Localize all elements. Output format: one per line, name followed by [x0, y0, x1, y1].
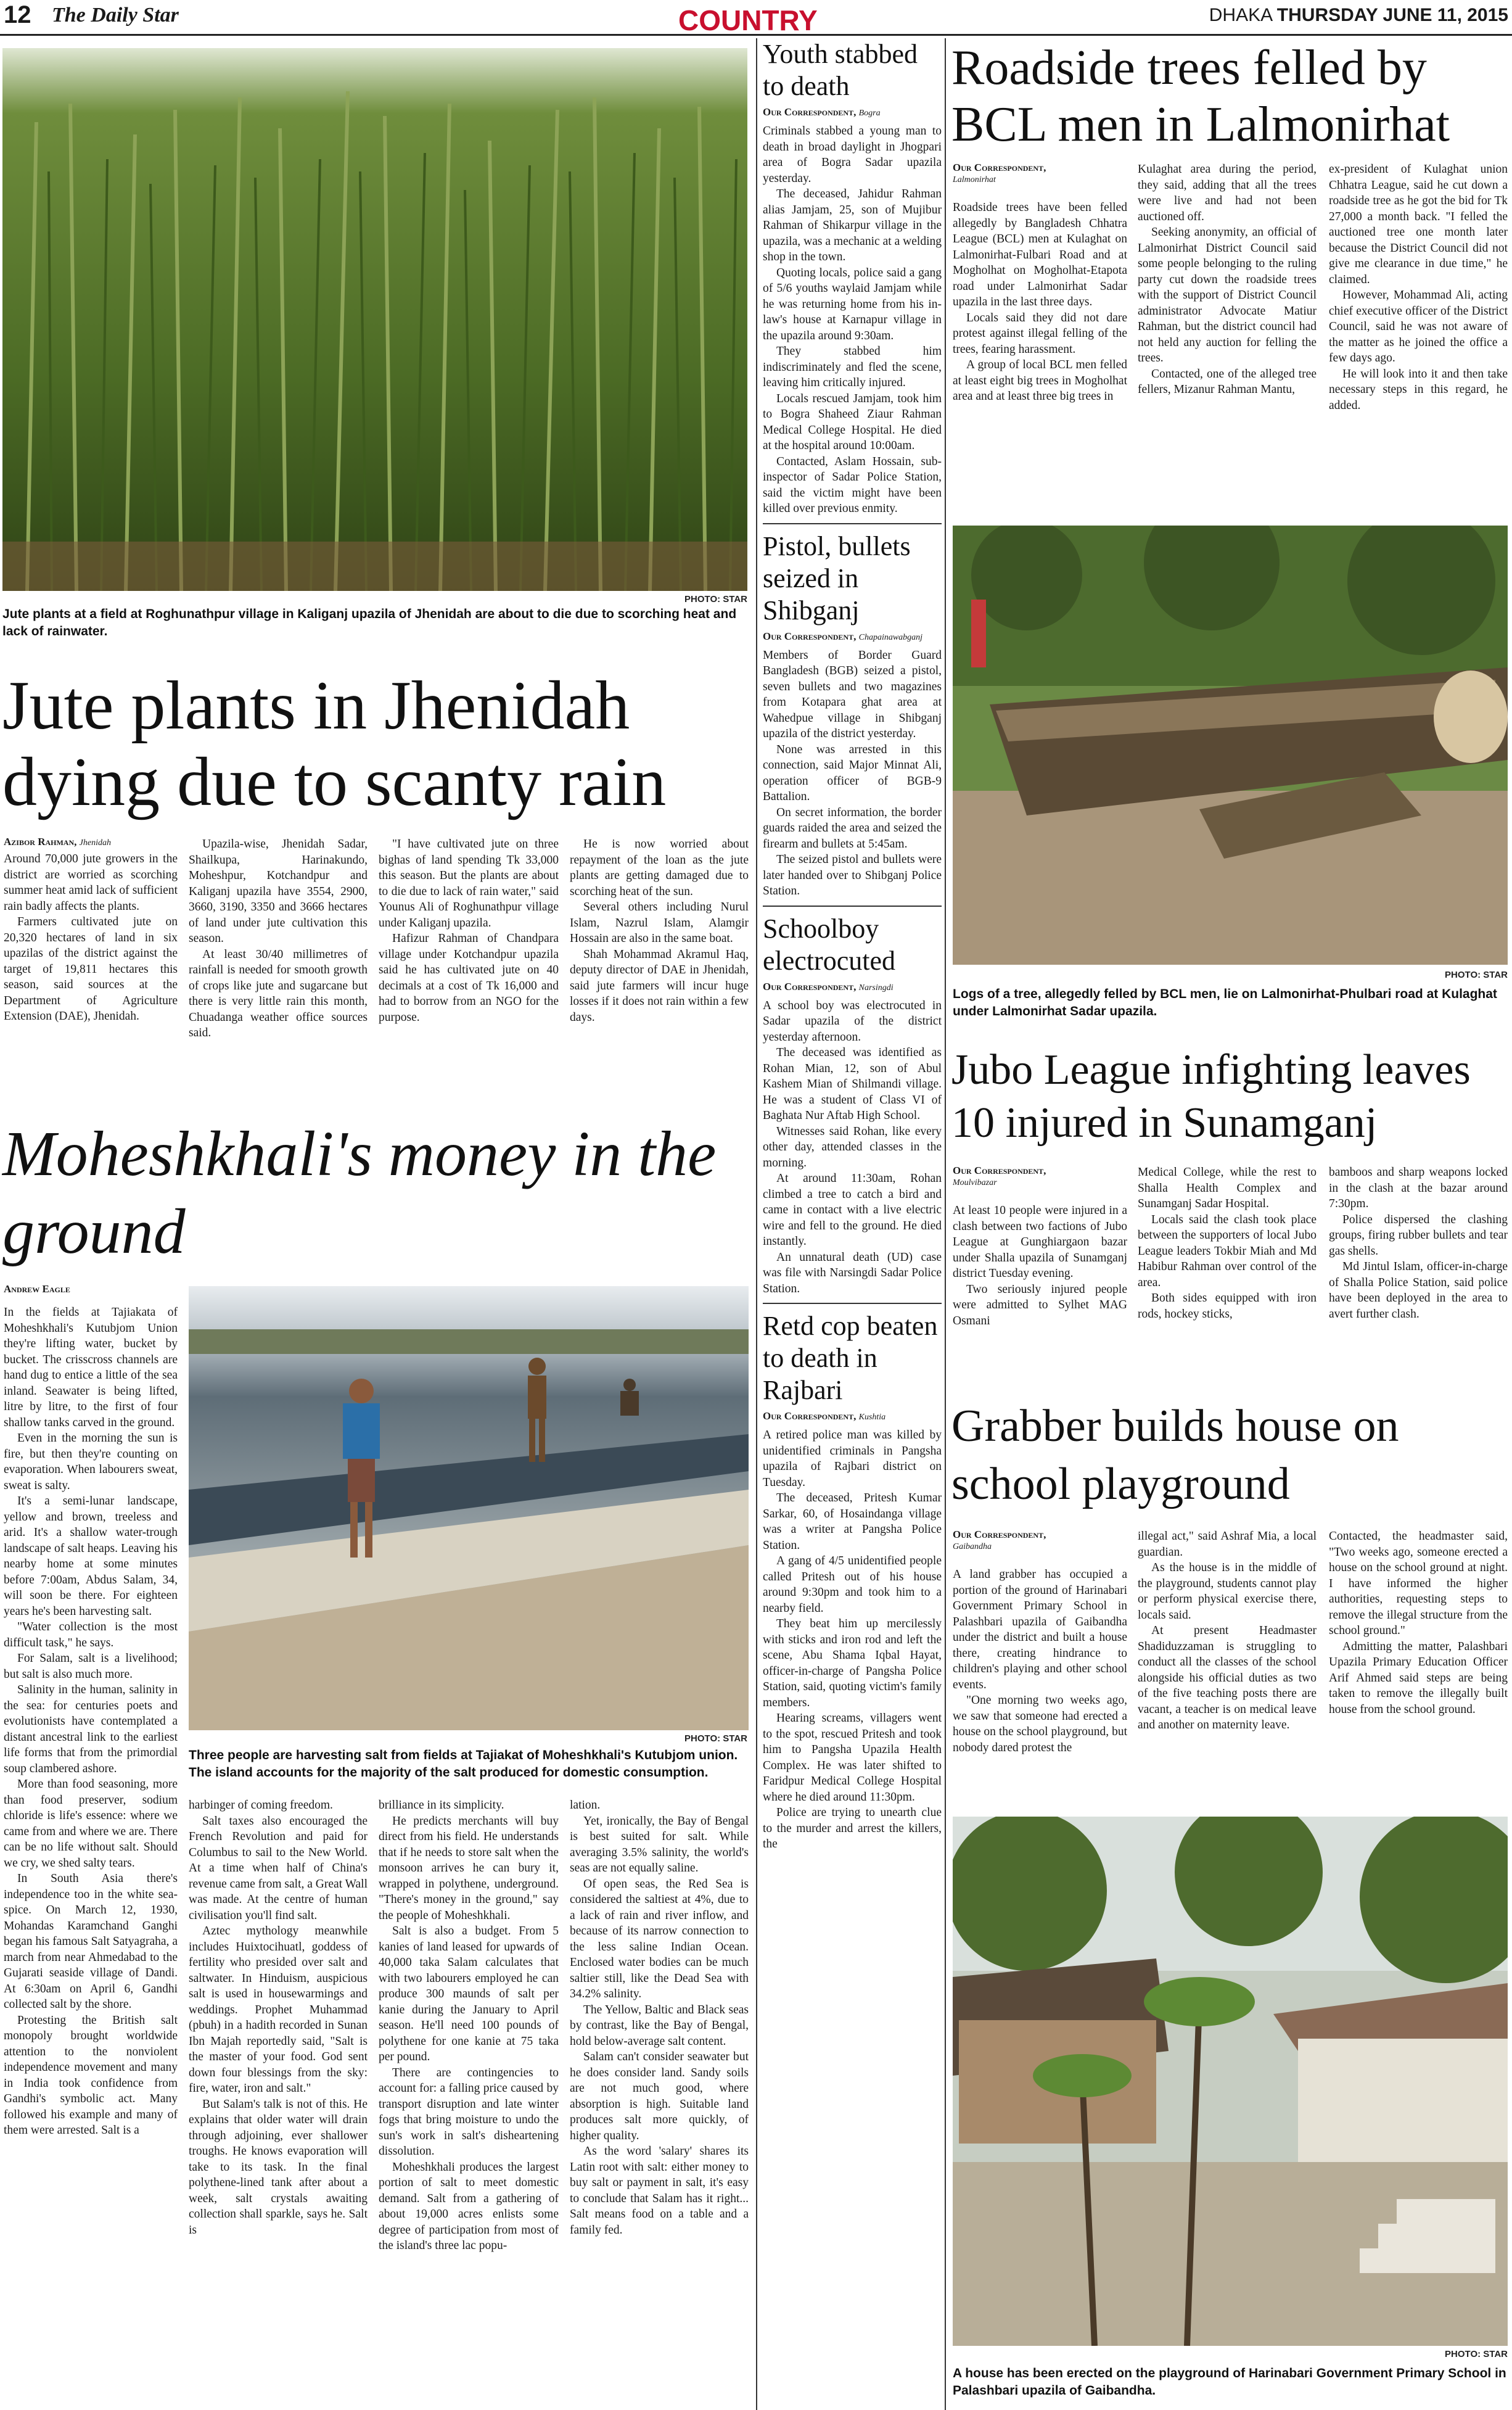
newspaper-logo: The Daily Star	[52, 4, 179, 27]
byline: Our Correspondent, Kushtia	[763, 1410, 886, 1422]
photo-credit: PHOTO: STAR	[684, 594, 747, 605]
column-rule	[945, 38, 946, 2410]
byline: Our Correspondent, Bogra	[763, 106, 881, 118]
photo-credit: PHOTO: STAR	[1445, 970, 1508, 980]
byline: Azibor Rahman, Jhenidah	[4, 836, 111, 848]
article-column: Roadside trees have been felled allegedly by Bangladesh Chhatra League (BCL) men at Kulaghat on Lalmonirhat-Fulbari Road and at Mogholhat on Mogholhat-Etapota road under Lalmonirhat Sadar upazila in the last three days. Locals said they did not dare protest against illegal felling of the trees, fearing harassment. A group of local BCL men felled at least eight big trees in Mogholhat area and at least three big trees in	[953, 201, 1127, 403]
photo-caption: Jute plants at a field at Roghunathpur village in Kaliganj upazila of Jhenidah are about to die due to scorching heat and lack of rainwater.	[2, 607, 737, 638]
felled-tree-photo	[953, 526, 1508, 965]
issue-date: DHAKA THURSDAY JUNE 11, 2015	[1209, 5, 1508, 25]
article-column: lation. Yet, ironically, the Bay of Bengal is best suited for salt. While averaging 3.5% salinity, the world's seas are not equally saline. Of open seas, the Red Sea is considered the saltiest at 4%, due to a lack of rain and river inflow, and because of its narrow connection to the less saline Indian Ocean. Enclosed water bodies can be much saltier still, like the Dead Sea with 34.2% salinity. The Yellow, Baltic and Black seas by contrast, like the Bay of Bengal, hold below-average salt content. Salam can't consider seawater but he does consider land. Sandy soils are not much good, where absorption is high. Suitable land produces salt more quickly, of higher quality. As the word 'salary' shares its Latin root with salt: either money to buy salt or payment in salt, it's easy to conclude that Salam has it right... Salt means food on a table and a family fed.	[570, 1799, 749, 2237]
photo-caption: Logs of a tree, allegedly felled by BCL men, lie on Lalmonirhat-Phulbari road at Kulaghat under Lalmonirhat Sadar upazila.	[953, 987, 1497, 1018]
article-column: Upazila-wise, Jhenidah Sadar, Shailkupa, Harinakundo, Moheshpur, Kotchandpur and Kaliganj upazila have 3554, 2900, 3660, 3190, 3350 and 3666 hectares of land under jute cultivation this season. At least 30/40 millimetres of rainfall is needed for smooth growth of crops like jute and sugarcane but there is very little rain this month, Chuadanga weather office sources said.	[189, 838, 368, 1039]
column-rule	[756, 38, 757, 2410]
briefs-column	[763, 38, 942, 2410]
headline: Jubo League infighting leaves 10 injured in Sunamganj	[951, 1046, 1471, 1147]
article-column: ex-president of Kulaghat union Chhatra League, said he cut down a roadside tree as he got the bid for Tk 27,000 a month back. "I felled the auctioned tree one month later because the District Council did not give me clearance in due time," he claimed. However, Mohammad Ali, acting chief executive officer of the District Council, said he was not aware of the matter as he joined the office a few days ago. He will look into it and then take necessary steps in this regard, he added.	[1329, 163, 1508, 412]
photo-caption: Three people are harvesting salt from fields at Tajiakat of Moheshkhali's Kutubjom union. The island accounts for the majority of the salt produced for domestic consumption.	[189, 1748, 738, 1780]
headline: Retd cop beaten to death in Rajbari	[763, 1311, 938, 1405]
page-number: 12	[4, 1, 31, 28]
photo-credit: PHOTO: STAR	[684, 1733, 747, 1744]
dateline: Moulvibazar	[953, 1178, 997, 1187]
article-column: At least 10 people were injured in a clash between two factions of Jubo League at Gunghiargaon bazar under Shalla upazila of Sunamganj district Tuesday evening. Two seriously injured people were admitted to Sylhet MAG Osmani	[953, 1204, 1127, 1327]
house-playground-photo	[953, 1817, 1508, 2346]
article-column: Kulaghat area during the period, they said, adding that all the trees were live and had not been auctioned off. Seeking anonymity, an official of Lalmonirhat District Council said some people belonging to the ruling party cut down the roadside trees with the support of District Council administrator Advocate Matiur Rahman, but the district council had not held any auction for felling the trees. Contacted, one of the alleged tree fellers, Mizanur Rahman Mantu,	[1138, 163, 1317, 396]
article-column: brilliance in its simplicity. He predicts merchants will buy direct from his field. He understands that if he needs to store salt when the monsoon arrives he can bury it, wrapped in polythene, underground. "There's money in the ground," say the people of Moheshkhali. Salt is also a budget. From 5 kanies of land leased for upwards of 40,000 taka Salam calculates that with two labourers employed he can produce 300 maunds of salt per kanie during the January to April season. He'll need 100 pounds of polythene for one kanie at 75 taka per pound. There are contingencies to account for: a falling price caused by transport disruption and late winter fogs that bring moisture to undo the sun's work in salt's disheartening dissolution. Moheshkhali produces the largest portion of salt to meet domestic demand. Salt from a gathering of about 19,000 acres enlists some degree of participation from most of the island's three lac popu-	[379, 1799, 559, 2252]
jute-field-photo	[2, 48, 747, 591]
article-column: illegal act," said Ashraf Mia, a local guardian. As the house is in the middle of the playground, students cannot play or perform physical exercise there, locals said. At present Headmaster Shadiduzzaman is struggling to conduct all the classes of the school alongside his official duties as two of the five teaching posts there are vacant, a teacher is on medical leave and another on maternity leave.	[1138, 1530, 1317, 1731]
article-body: A school boy was electrocuted in Sadar upazila of the district yesterday afternoon. The deceased was identified as Rohan Mian, 12, son of Abul Kashem Mian of Shilmandi village. He was a student of Class VI of Baghata Nur Aftab High School. Witnesses said Rohan, like every other day, attended classes in the morning. At around 11:30am, Rohan climbed a tree to catch a bird and came in contact with a live electric wire and fell to the ground. He died instantly. An unnatural death (UD) case was file with Narsingdi Sadar Police Station.	[763, 999, 942, 1295]
byline: Our Correspondent,	[953, 1529, 1046, 1540]
byline: Andrew Eagle	[4, 1283, 70, 1295]
byline: Our Correspondent,	[953, 1165, 1046, 1176]
article-column: A land grabber has occupied a portion of the ground of Harinabari Government Primary School in Palashbari upazila of Gaibandha under the district and built a house there, creating hindrance to children's playing and other school events. "One morning two weeks ago, we saw that someone had erected a house on the school playground, but nobody dared protest the	[953, 1568, 1127, 1754]
headline: Grabber builds house on school playground	[951, 1401, 1399, 1509]
headline: Youth stabbed to death	[763, 39, 918, 101]
article-body: Criminals stabbed a young man to death in broad daylight in Jhogpari area of Bogra Sadar upazila yesterday. The deceased, Jahidur Rahman alias Jamjam, 25, son of Mujibur Rahman of Shikarpur village in the upazila, was a mechanic at a welding shop in the town. Quoting locals, police said a gang of 5/6 youths waylaid Jamjam while he was returning home from his in-law's house at Karnapur village in the upazila around 9:30am. They stabbed him indiscriminately and fled the scene, leaving him critically injured. Locals rescued Jamjam, took him to Bogra Shaheed Ziaur Rahman Medical College Hospital. He died at the hospital around 10:00am. Contacted, Aslam Hossain, sub-inspector of Sadar Police Station, said the victim might have been killed over previous enmity.	[763, 125, 942, 515]
article-column: bamboos and sharp weapons locked in the clash at the bazar around 7:30pm. Police dispersed the clashing groups, firing rubber bullets and tear gas shells. Md Jintul Islam, officer-in-charge of Shalla Police Station, said police have been deployed in the area to avert further clash.	[1329, 1166, 1508, 1321]
article-column: Contacted, the headmaster said, "Two weeks ago, someone erected a house on the school ground at night. I have informed the higher authorities, requesting steps to remove the illegal structure from the school ground." Admitting the matter, Palashbari Upazila Primary Education Officer Arif Ahmed said steps are being taken to remove the illegally built house from the school ground.	[1329, 1530, 1508, 1716]
photo-caption: A house has been erected on the playground of Harinabari Government Primary School in Palashbari upazila of Gaibandha.	[953, 2366, 1506, 2398]
photo-credit: PHOTO: STAR	[1445, 2349, 1508, 2359]
dateline: Gaibandha	[953, 1542, 992, 1551]
headline: Jute plants in Jhenidah dying due to scanty rain	[2, 667, 667, 820]
headline: Moheshkhali's money in the ground	[2, 1118, 717, 1267]
article-column: Around 70,000 jute growers in the district are worried as scorching summer heat amid lack of sufficient rain badly affects the plants. Farmers cultivated jute on 20,320 hectares of land in six upazilas of the district against the target of 19,811 hectares this season, said sources at the Department of Agriculture Extension (DAE), Jhenidah.	[4, 852, 178, 1023]
headline: Roadside trees felled by BCL men in Lalmonirhat	[951, 41, 1450, 152]
article-column: harbinger of coming freedom. Salt taxes also encouraged the French Revolution and paid for Columbus to sail to the New World. At a time when half of China's revenue came from salt, a Great Wall was made. At the centre of human civilisation you'll find salt. Aztec mythology meanwhile includes Huixtocihuatl, goddess of fertility who presided over salt and saltwater. In Hinduism, auspicious salt is used in housewarmings and weddings. Prophet Muhammad (pbuh) in a hadith recorded in Sunan Ibn Majah reportedly said, "Salt is the master of your food. God sent down four blessings from the sky: fire, water, iron and salt." But Salam's talk is not of this. He explains that older water will drain through adjoining, ever shallower troughs. He knows evaporation will take to its task. In the final polythene-lined tank after about a week, salt crystals awaiting collection shall sparkle, says he. Salt is	[189, 1799, 368, 2237]
article-column: He is now worried about repayment of the loan as the jute plants are getting damaged due to scorching heat of the sun. Several others including Nurul Islam, Nazrul Islam, Alamgir Hossain are also in the same boat. Shah Mohammad Akramul Haq, deputy director of DAE in Jhenidah, said jute farmers will incur huge losses if it does not rain within a few days.	[570, 838, 749, 1024]
byline: Our Correspondent, Narsingdi	[763, 980, 894, 992]
dateline: Lalmonirhat	[953, 175, 996, 184]
article-column: Medical College, while the rest to Shalla Health Complex and Sunamganj Sadar Hospital. Locals said the clash took place between the supporters of local Jubo League leaders Tokbir Miah and Md Habibur Rahman over control of the area. Both sides equipped with iron rods, hockey sticks,	[1138, 1166, 1317, 1321]
article-column: "I have cultivated jute on three bighas of land spending Tk 33,000 this season. But the plants are about to die due to lack of rain water," said Younus Ali of Roghunathpur village under Kaliganj upazila. Hafizur Rahman of Chandpara village under Kotchandpur upazila said he has cultivated jute on 40 decimals at a cost of Tk 16,000 and had to borrow from an NGO for the purpose.	[379, 838, 559, 1024]
headline: Pistol, bullets seized in Shibganj	[763, 530, 911, 625]
section-title: COUNTRY	[678, 4, 818, 36]
byline: Our Correspondent, Chapainawabganj	[763, 630, 923, 642]
headline: Schoolboy electrocuted	[763, 913, 895, 976]
article-body: A retired police man was killed by unidentified criminals in Pangsha upazila of Rajbari district on Tuesday. The deceased, Pritesh Kumar Sarkar, 60, of Hosaindanga village was a writer at Pangsha Police Station. A gang of 4/5 unidentified people called Pritesh out of his house around 9:30pm and took him to a nearby field. They beat him up mercilessly with sticks and iron rod and left the scene, Abu Shama Iqbal Hayat, officer-in-charge of Pangsha Police Station, said, quoting victim's family members. Hearing screams, villagers went to the spot, rescued Pritesh and took him to Pangsha Upazila Health Complex. He was later shifted to Faridpur Medical College Hospital where he died around 11:30pm. Police are trying to unearth clue to the murder and arrest the killers, the	[763, 1429, 942, 1851]
article-column: In the fields at Tajiakata of Moheshkhali's Kutubjom Union they're lifting water, bucket by bucket. The crisscross channels are hand dug to entice a little of the sea inland. Seawater is being lifted, litre by litre, to the first of four shallow tanks carved in the ground. Even in the morning the sun is fire, but then they're counting on evaporation. When labourers sweat, sweat is salty. It's a semi-lunar landscape, yellow and brown, treeless and arid. It's a shallow water-trough landscape of salt heaps. Leaving his nearby home at some minutes before 7:00am, Abdus Salam, 34, will soon be there. For eighteen years he's been harvesting salt. "Water collection is the most difficult task," he says. For Salam, salt is a livelihood; but salt is also much more. Salinity in the human, salinity in the sea: for centuries poets and evolutionists have contemplated a distant ancestral link to the earliest life forms that from the primordial soup clambered ashore. More than food seasoning, more than food preserver, sodium chloride is life's essence: where we came from and where we are. There can be no life without salt. Should we cry, we shed salty tears. In South Asia there's independence too in the white sea-spice. On March 12, 1930, Mohandas Karamchand Ganghi began his famous Salt Satyagraha, a march from near Ahmedabad to the Gujarati seaside village of Dandi. At 6:30am on April 6, Gandhi collected salt by the shore. Protesting the British salt monopoly brought worldwide attention to the nonviolent independence movement and many in India took confidence from Gandhi's symbolic act. Many followed his example and many of them were arrested. Salt is a	[4, 1306, 178, 2137]
masthead	[0, 0, 1512, 36]
salt-field-photo	[189, 1286, 749, 1730]
article-body: Members of Border Guard Bangladesh (BGB) seized a pistol, seven bullets and two magazines from Kotapara ghat area at Wahedpue village in Shibganj upazila of the district yesterday. None was arrested in this connection, said Major Minnat Ali, operation officer of BGB-9 Battalion. On secret information, the border guards raided the area and seized the firearm and bullets at 5:45am. The seized pistol and bullets were later handed over to Shibganj Police Station.	[763, 648, 942, 898]
byline: Our Correspondent,	[953, 162, 1046, 173]
